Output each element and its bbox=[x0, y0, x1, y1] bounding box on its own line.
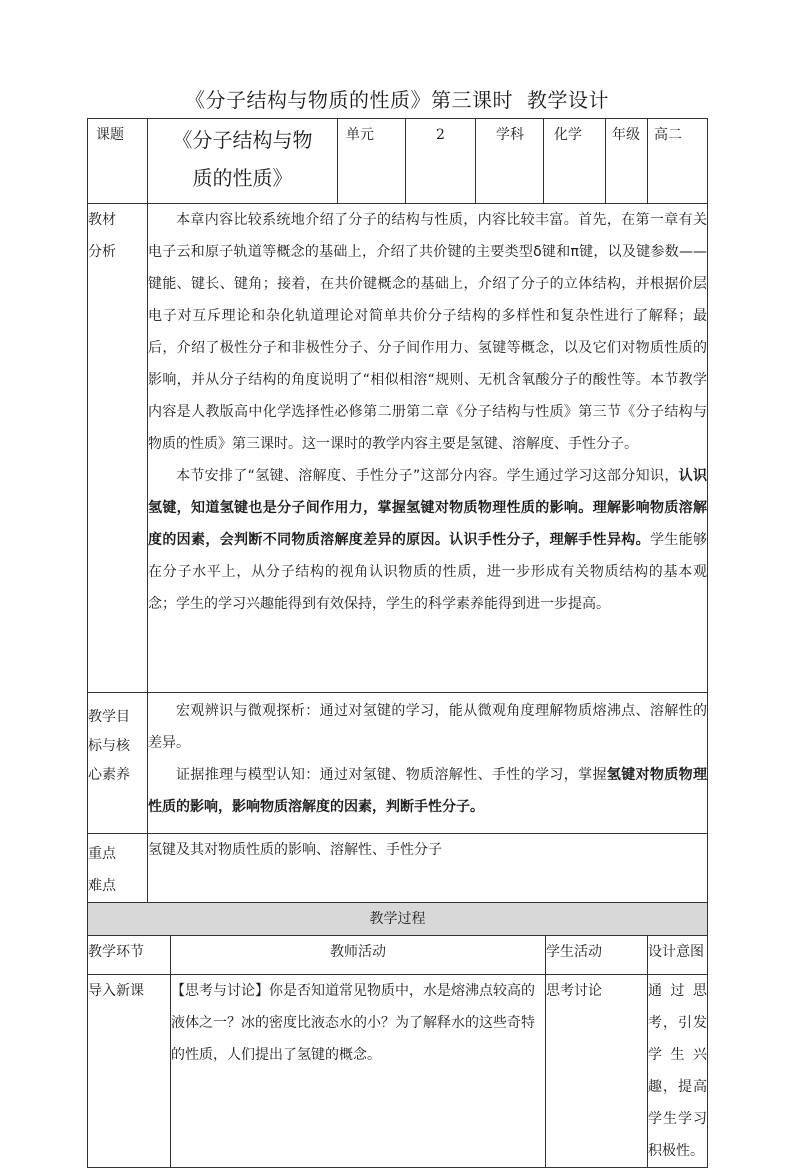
topic-label: 课题 bbox=[88, 119, 148, 204]
goal-2 bbox=[148, 759, 707, 823]
column-teacher: 教师活动 bbox=[171, 936, 546, 975]
row-stage: 导入新课 bbox=[88, 975, 171, 1168]
info-row bbox=[88, 119, 708, 204]
column-stage: 教学环节 bbox=[88, 936, 171, 975]
goals-label bbox=[88, 693, 148, 834]
analysis-content bbox=[148, 204, 708, 693]
unit-label: 单元 bbox=[338, 119, 406, 204]
lesson-plan-table bbox=[87, 118, 708, 1168]
subject-label: 学科 bbox=[476, 119, 544, 204]
column-intent: 设计意图 bbox=[648, 936, 708, 975]
analysis-label-line-1: 教材 bbox=[88, 212, 116, 228]
key-points-row bbox=[88, 834, 708, 903]
goals-label-line-3: 心素养 bbox=[88, 767, 130, 783]
goal-2-emphasis: 氢键对物质物理性质的影响，影响物质溶解度的因素，判断手性分子。 bbox=[148, 767, 708, 815]
analysis-row bbox=[88, 204, 708, 693]
goals-label-line-1: 教学目 bbox=[88, 709, 130, 725]
goal-2-intro: 证据推理与模型认知：通过对氢键、物质溶解性、手性的学习，掌握 bbox=[176, 767, 607, 783]
topic-line-2: 质的性质》 bbox=[192, 166, 293, 190]
topic-line-1: 《分子结构与物 bbox=[172, 128, 313, 152]
document-title bbox=[0, 84, 794, 113]
document-title-suffix: 教学设计 bbox=[527, 88, 609, 112]
grade-value: 高二 bbox=[648, 119, 708, 204]
key-points-text: 氢键及其对物质性质的影响、溶解性、手性分子 bbox=[148, 834, 708, 903]
analysis-label-line-2: 分析 bbox=[88, 244, 116, 260]
process-header-row bbox=[88, 903, 708, 936]
row-student-activity: 思考讨论 bbox=[546, 975, 648, 1168]
analysis-paragraph-1: 本章内容比较系统地介绍了分子的结构与性质，内容比较丰富。首先，在第一章有关电子云和原子轨道等概念的基础上，介绍了共价键的主要类型δ键和π键，以及键参数——键能、键长、键角；接着，在共价键概念的基础上，介绍了分子的立体结构，并根据价层电子对互斥理论和杂化轨道理论对简单共价分子结构的多样性和复杂性进行了解释；最后，介绍了极性分子和非极性分子、分子间作用力、氢键等概念，以及它们对物质性质的影响，并从分子结构的角度说明了“相似相溶“规则、无机含氧酸分子的酸性等。本节教学内容是人教版高中化学选择性必修第二册第二章《分子结构与性质》第三节《分子结构与物质的性质》第三课时。这一课时的教学内容主要是氢键、溶解度、手性分子。 bbox=[148, 212, 707, 452]
key-points-label-line-2: 难点 bbox=[88, 878, 116, 894]
unit-value: 2 bbox=[406, 119, 476, 204]
row-design-intent: 通过思考，引发学生兴趣，提高学生学习积极性。 bbox=[648, 975, 708, 1168]
table-row bbox=[88, 975, 708, 1168]
goal-1: 宏观辨识与微观探析：通过对氢键的学习，能从微观角度理解物质熔沸点、溶解性的差异。 bbox=[148, 703, 707, 751]
key-points-label bbox=[88, 834, 148, 903]
analysis-paragraph-2-intro: 本节安排了“氢键、溶解度、手性分子”这部分内容。学生通过学习这部分知识， bbox=[176, 468, 679, 484]
document-title-main: 《分子结构与物质的性质》第三课时 bbox=[185, 88, 513, 112]
process-columns-row bbox=[88, 936, 708, 975]
analysis-paragraph-2 bbox=[148, 460, 707, 620]
analysis-label bbox=[88, 204, 148, 693]
column-student: 学生活动 bbox=[546, 936, 648, 975]
goals-content bbox=[148, 693, 708, 834]
analysis-paragraph-2-emphasis: 认识氢键，知道氢键也是分子间作用力，掌握氢键对物质物理性质的影响。理解影响物质溶解度的因素，会判断不同物质溶解度差异的原因。认识手性分子，理解手性异构。 bbox=[148, 468, 707, 548]
goals-label-line-2: 标与核 bbox=[88, 738, 130, 754]
grade-label: 年级 bbox=[606, 119, 648, 204]
key-points-label-line-1: 重点 bbox=[88, 846, 116, 862]
row-teacher-activity: 【思考与讨论】你是否知道常见物质中，水是熔沸点较高的液体之一？冰的密度比液态水的小？为了解释水的这些奇特的性质，人们提出了氢键的概念。 bbox=[171, 975, 546, 1168]
process-header: 教学过程 bbox=[88, 903, 708, 936]
goals-row bbox=[88, 693, 708, 834]
subject-value: 化学 bbox=[544, 119, 606, 204]
analysis-paragraph-2-tail: 学生能够在分子水平上，从分子结构的视角认识物质的性质，进一步形成有关物质结构的基本观念；学生的学习兴趣能得到有效保持，学生的科学素养能得到进一步提高。 bbox=[148, 532, 708, 612]
topic-value bbox=[148, 119, 338, 204]
